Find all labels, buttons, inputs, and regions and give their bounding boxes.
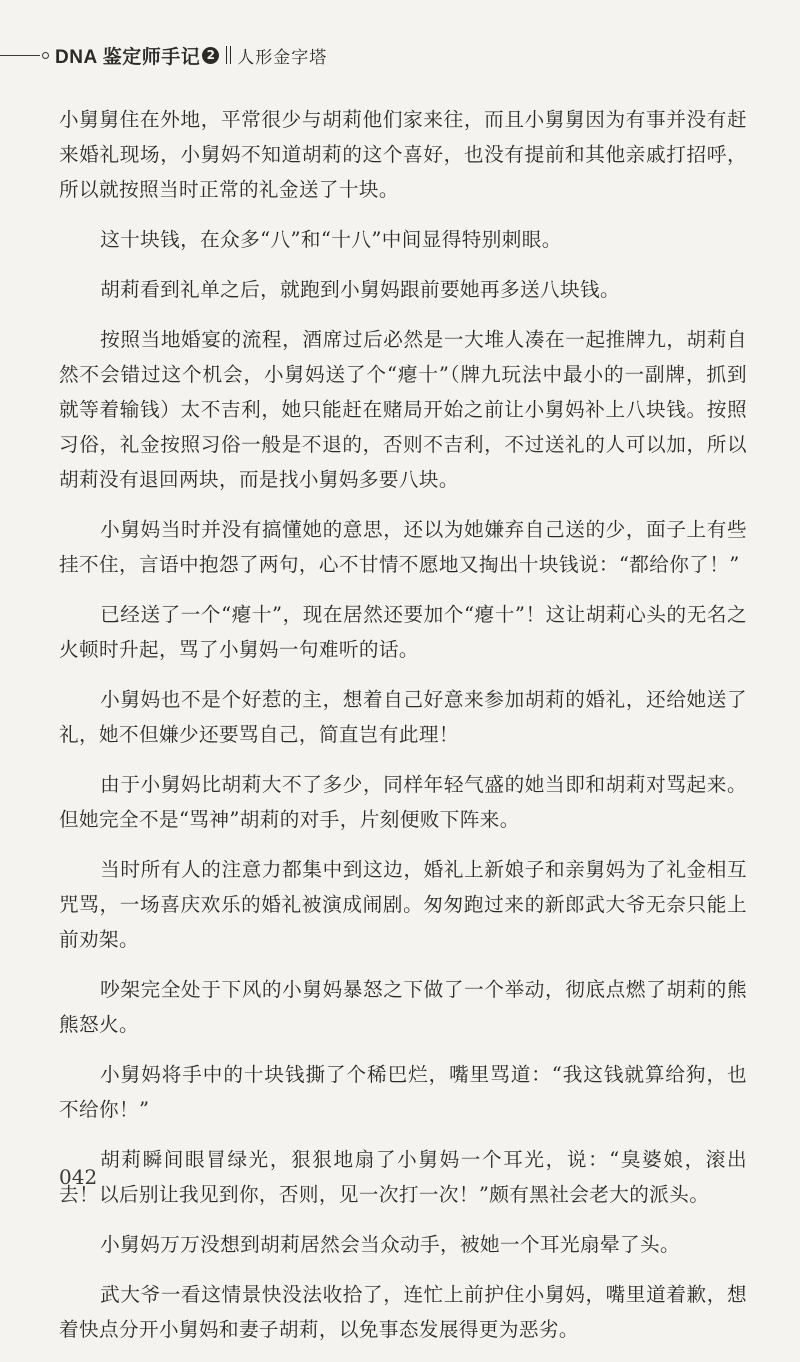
paragraph: 这十块钱，在众多“八”和“十八”中间显得特别刺眼。 (100, 228, 562, 251)
header-separator (226, 46, 231, 64)
paragraph: 已经送了一个“瘪十”，现在居然还要加个“瘪十”！这让胡莉心头的无名之火顿时升起，骂了小舅妈一句难听的话。 (59, 603, 747, 661)
paragraph: 小舅妈万万没想到胡莉居然会当众动手，被她一个耳光扇晕了头。 (100, 1233, 680, 1256)
paragraph: 胡莉瞬间眼冒绿光，狠狠地扇了小舅妈一个耳光，说：“臭婆娘，滚出去！以后别让我见到你，否则，见一次打一次！”颇有黑社会老大的派头。 (59, 1148, 747, 1206)
header-rule (0, 55, 40, 56)
page-body (59, 102, 747, 1362)
page-number: 042 (59, 1165, 98, 1189)
paragraph: 小舅妈将手中的十块钱撕了个稀巴烂，嘴里骂道：“我这钱就算给狗，也不给你！” (59, 1063, 747, 1121)
running-header (0, 40, 327, 70)
paragraph: 当时所有人的注意力都集中到这边，婚礼上新娘子和亲舅妈为了礼金相互咒骂，一场喜庆欢乐的婚礼被演成闹剧。匆匆跑过来的新郎武大爷无奈只能上前劝架。 (59, 858, 747, 951)
volume-number-badge: 2 (202, 47, 219, 64)
paragraph: 由于小舅妈比胡莉大不了多少，同样年轻气盛的她当即和胡莉对骂起来。但她完全不是“骂神”胡莉的对手，片刻便败下阵来。 (59, 773, 747, 831)
book-subtitle: 人形金字塔 (237, 47, 328, 68)
paragraph: 胡莉看到礼单之后，就跑到小舅妈跟前要她再多送八块钱。 (100, 278, 620, 301)
paragraph: 吵架完全处于下风的小舅妈暴怒之下做了一个举动，彻底点燃了胡莉的熊熊怒火。 (59, 978, 747, 1036)
paragraph: 武大爷一看这情景快没法收拾了，连忙上前护住小舅妈，嘴里道着歉，想着快点分开小舅妈和妻子胡莉，以免事态发展得更为恶劣。 (59, 1283, 747, 1341)
paragraph: 小舅妈当时并没有搞懂她的意思，还以为她嫌弃自己送的少，面子上有些挂不住，言语中抱怨了两句，心不甘情不愿地又掏出十块钱说：“都给你了！” (59, 518, 747, 576)
book-title: DNA 鉴定师手记 (55, 46, 201, 68)
paragraph: 小舅舅住在外地，平常很少与胡莉他们家来往，而且小舅舅因为有事并没有赶来婚礼现场，小舅妈不知道胡莉的这个喜好，也没有提前和其他亲戚打招呼，所以就按照当时正常的礼金送了十块。 (59, 108, 747, 201)
paragraph: 小舅妈也不是个好惹的主，想着自己好意来参加胡莉的婚礼，还给她送了礼，她不但嫌少还要骂自己，简直岂有此理！ (59, 688, 747, 746)
paragraph: 按照当地婚宴的流程，酒席过后必然是一大堆人凑在一起推牌九，胡莉自然不会错过这个机会，小舅妈送了个“瘪十”（牌九玩法中最小的一副牌，抓到就等着输钱）太不吉利，她只能赶在赌局开始之前让小舅妈补上八块钱。按照习俗，礼金按照习俗一般是不退的，否则不吉利，不过送礼的人可以加，所以胡莉没有退回两块，而是找小舅妈多要八块。 (59, 328, 747, 491)
header-circle-ornament (42, 52, 49, 59)
